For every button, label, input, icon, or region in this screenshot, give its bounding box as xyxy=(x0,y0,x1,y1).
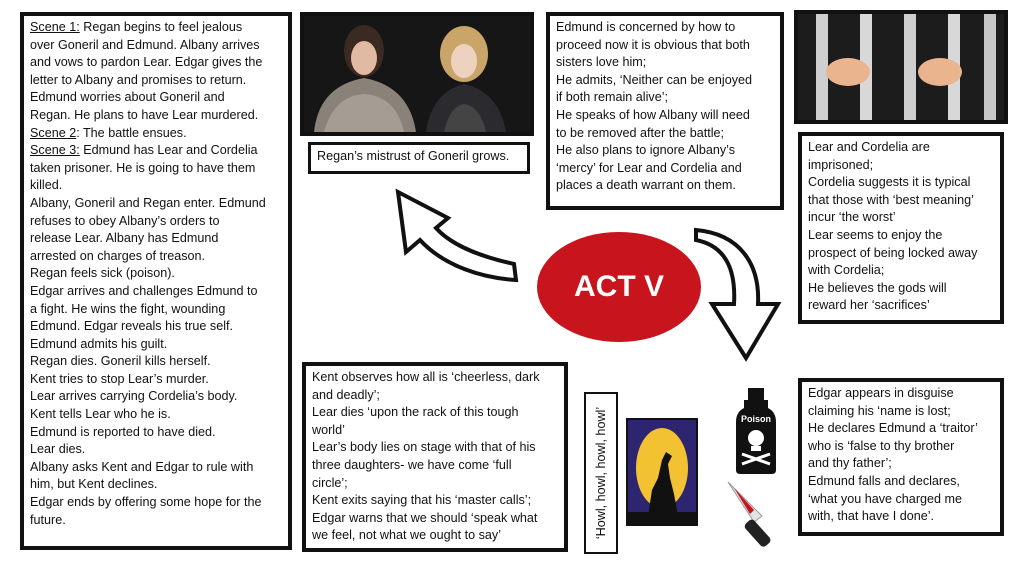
scene-summary-line xyxy=(30,336,282,354)
scene-summary-line xyxy=(30,19,282,37)
edgar-line: ‘what you have charged me xyxy=(808,491,963,506)
scene-summary-line xyxy=(30,265,282,283)
lear-cordelia-line: prospect of being locked away xyxy=(808,245,978,260)
scene-summary-line xyxy=(30,72,282,90)
line-text: Edmund has Lear and Cordelia xyxy=(79,143,258,158)
act-v-oval xyxy=(537,232,701,342)
kent-line: world’ xyxy=(312,422,345,437)
line-text: arrested on charges of treason. xyxy=(30,248,206,263)
scene-summary-line xyxy=(30,512,282,530)
kent-line: Lear’s body lies on stage with that of his xyxy=(312,440,536,455)
line-text: taken prisoner. He is going to have them xyxy=(30,160,256,175)
scene-heading: Scene 1: xyxy=(30,20,80,34)
line-text: Edgar arrives and challenges Edmund to xyxy=(30,283,258,298)
line-text: letter to Albany and promises to return. xyxy=(30,72,247,87)
edmund-line: He also plans to ignore Albany’s xyxy=(556,143,735,158)
line-text: Regan dies. Goneril kills herself. xyxy=(30,354,211,369)
prison-bars-photo xyxy=(794,10,1008,124)
edgar-line: He declares Edmund a ‘traitor’ xyxy=(808,421,978,436)
kent-line: three daughters- we have come ‘full xyxy=(312,457,512,472)
scene-summary-line xyxy=(30,424,282,442)
kent-line: circle’; xyxy=(312,475,348,490)
edmund-line: Edmund is concerned by how to xyxy=(556,20,736,34)
scene-summary-line xyxy=(30,107,282,125)
line-text: Albany asks Kent and Edgar to rule with xyxy=(30,459,254,474)
prison-bars-image xyxy=(798,14,1004,120)
wolf-moon-icon xyxy=(628,420,696,524)
line-text: : The battle ensues. xyxy=(76,125,187,140)
edmund-line: if both remain alive’; xyxy=(556,90,668,105)
kent-line: we feel, not what we ought to say’ xyxy=(312,528,502,543)
scene-summary-line xyxy=(30,388,282,406)
kent-line: Lear dies ‘upon the rack of this tough xyxy=(312,405,519,420)
edmund-line: He speaks of how Albany will need xyxy=(556,107,750,122)
line-text: over Goneril and Edmund. Albany arrives xyxy=(30,37,260,52)
line-text: Edmund. Edgar reveals his true self. xyxy=(30,319,234,334)
scene-summary-line xyxy=(30,283,282,301)
scene-heading: Scene 2 xyxy=(30,125,77,140)
scene-summary-line xyxy=(30,441,282,459)
lear-cordelia-line: Lear and Cordelia are xyxy=(808,140,930,154)
scene-summary-line xyxy=(30,301,282,319)
scenes-summary-box xyxy=(20,12,292,550)
edgar-line: Edgar appears in disguise xyxy=(808,386,954,400)
poison-bottle-icon xyxy=(734,388,778,474)
scene-summary-line xyxy=(30,213,282,231)
scene-summary-line xyxy=(30,353,282,371)
act-v-title: ACT V xyxy=(574,270,664,303)
edmund-line: places a death warrant on them. xyxy=(556,178,736,193)
line-text: and vows to pardon Lear. Edgar gives the xyxy=(30,55,263,70)
howl-quote-text: ‘Howl, howl, howl, howl’ xyxy=(594,406,608,540)
left-curved-arrow xyxy=(392,188,522,298)
line-text: Regan. He plans to have Lear murdered. xyxy=(30,107,259,122)
regan-caption-box xyxy=(308,142,530,174)
line-text: Regan feels sick (poison). xyxy=(30,266,175,281)
scene-summary-line xyxy=(30,230,282,248)
edgar-line: who is ‘false to thy brother xyxy=(808,438,955,453)
lear-cordelia-line: that those with ‘best meaning’ xyxy=(808,192,974,207)
kent-observation-box xyxy=(302,362,568,552)
line-text: future. xyxy=(30,512,66,527)
scene-summary-line xyxy=(30,54,282,72)
line-text: Kent tells Lear who he is. xyxy=(30,407,171,422)
edmund-line: sisters love him; xyxy=(556,55,647,70)
edmund-line: He admits, ‘Neither can be enjoyed xyxy=(556,72,753,87)
scene-summary-line xyxy=(30,125,282,143)
line-text: Lear dies. xyxy=(30,442,86,457)
howling-wolf-image xyxy=(626,418,698,526)
edgar-disguise-box xyxy=(798,378,1004,536)
line-text: Regan begins to feel jealous xyxy=(79,20,243,34)
line-text: Edgar ends by offering some hope for the xyxy=(30,495,262,510)
kent-line: Edgar warns that we should ‘speak what xyxy=(312,510,538,525)
edmund-concern-box xyxy=(546,12,784,210)
edmund-line: to be removed after the battle; xyxy=(556,125,725,140)
scene-summary-line xyxy=(30,142,282,160)
scene-heading: Scene 3: xyxy=(30,143,80,158)
line-text: Albany, Goneril and Regan enter. Edmund xyxy=(30,195,266,210)
line-text: release Lear. Albany has Edmund xyxy=(30,231,219,246)
scene-summary-line xyxy=(30,459,282,477)
edmund-line: proceed now it is obvious that both xyxy=(556,37,750,52)
scene-summary-line xyxy=(30,476,282,494)
scene-summary-line xyxy=(30,195,282,213)
lear-cordelia-line: imprisoned; xyxy=(808,157,874,172)
kent-line: Kent exits saying that his ‘master calls’; xyxy=(312,493,532,508)
bloody-knife-icon xyxy=(724,478,784,562)
scene-summary-line xyxy=(30,371,282,389)
two-women-image xyxy=(304,16,530,132)
edmund-line: ‘mercy’ for Lear and Cordelia and xyxy=(556,160,742,175)
regan-caption-text: Regan’s mistrust of Goneril grows. xyxy=(317,149,510,163)
line-text: him, but Kent declines. xyxy=(30,477,158,492)
lear-cordelia-line: reward her ‘sacrifices’ xyxy=(808,298,930,313)
kent-line: and deadly’; xyxy=(312,387,380,402)
lear-cordelia-box xyxy=(798,132,1004,324)
line-text: killed. xyxy=(30,178,63,193)
line-text: Lear arrives carrying Cordelia’s body. xyxy=(30,389,238,404)
line-text: Edmund admits his guilt. xyxy=(30,336,168,351)
line-text: refuses to obey Albany’s orders to xyxy=(30,213,220,228)
edgar-line: claiming his ‘name is lost; xyxy=(808,403,951,418)
line-text: Edmund is reported to have died. xyxy=(30,424,216,439)
lear-cordelia-line: with Cordelia; xyxy=(808,263,885,278)
scene-summary-line xyxy=(30,37,282,55)
regan-goneril-photo xyxy=(300,12,534,136)
howl-quote-box xyxy=(584,392,618,554)
scene-summary-line xyxy=(30,177,282,195)
scene-summary-line xyxy=(30,248,282,266)
right-curved-arrow xyxy=(690,224,790,364)
scene-summary-line xyxy=(30,494,282,512)
edgar-line: and thy father’; xyxy=(808,456,892,471)
line-text: Edmund worries about Goneril and xyxy=(30,90,225,105)
lear-cordelia-line: Cordelia suggests it is typical xyxy=(808,175,971,190)
edgar-line: Edmund falls and declares, xyxy=(808,473,960,488)
kent-line: Kent observes how all is ‘cheerless, dark xyxy=(312,370,540,384)
scene-summary-line xyxy=(30,406,282,424)
edgar-line: with, that have I done’. xyxy=(808,509,935,524)
line-text: Kent tries to stop Lear’s murder. xyxy=(30,371,209,386)
line-text: a fight. He wins the fight, wounding xyxy=(30,301,226,316)
lear-cordelia-line: Lear seems to enjoy the xyxy=(808,227,943,242)
lear-cordelia-line: He believes the gods will xyxy=(808,280,947,295)
scene-summary-line xyxy=(30,89,282,107)
scene-summary-line xyxy=(30,160,282,178)
lear-cordelia-line: incur ‘the worst’ xyxy=(808,210,896,225)
scene-summary-line xyxy=(30,318,282,336)
poison-label: Poison xyxy=(740,414,771,424)
